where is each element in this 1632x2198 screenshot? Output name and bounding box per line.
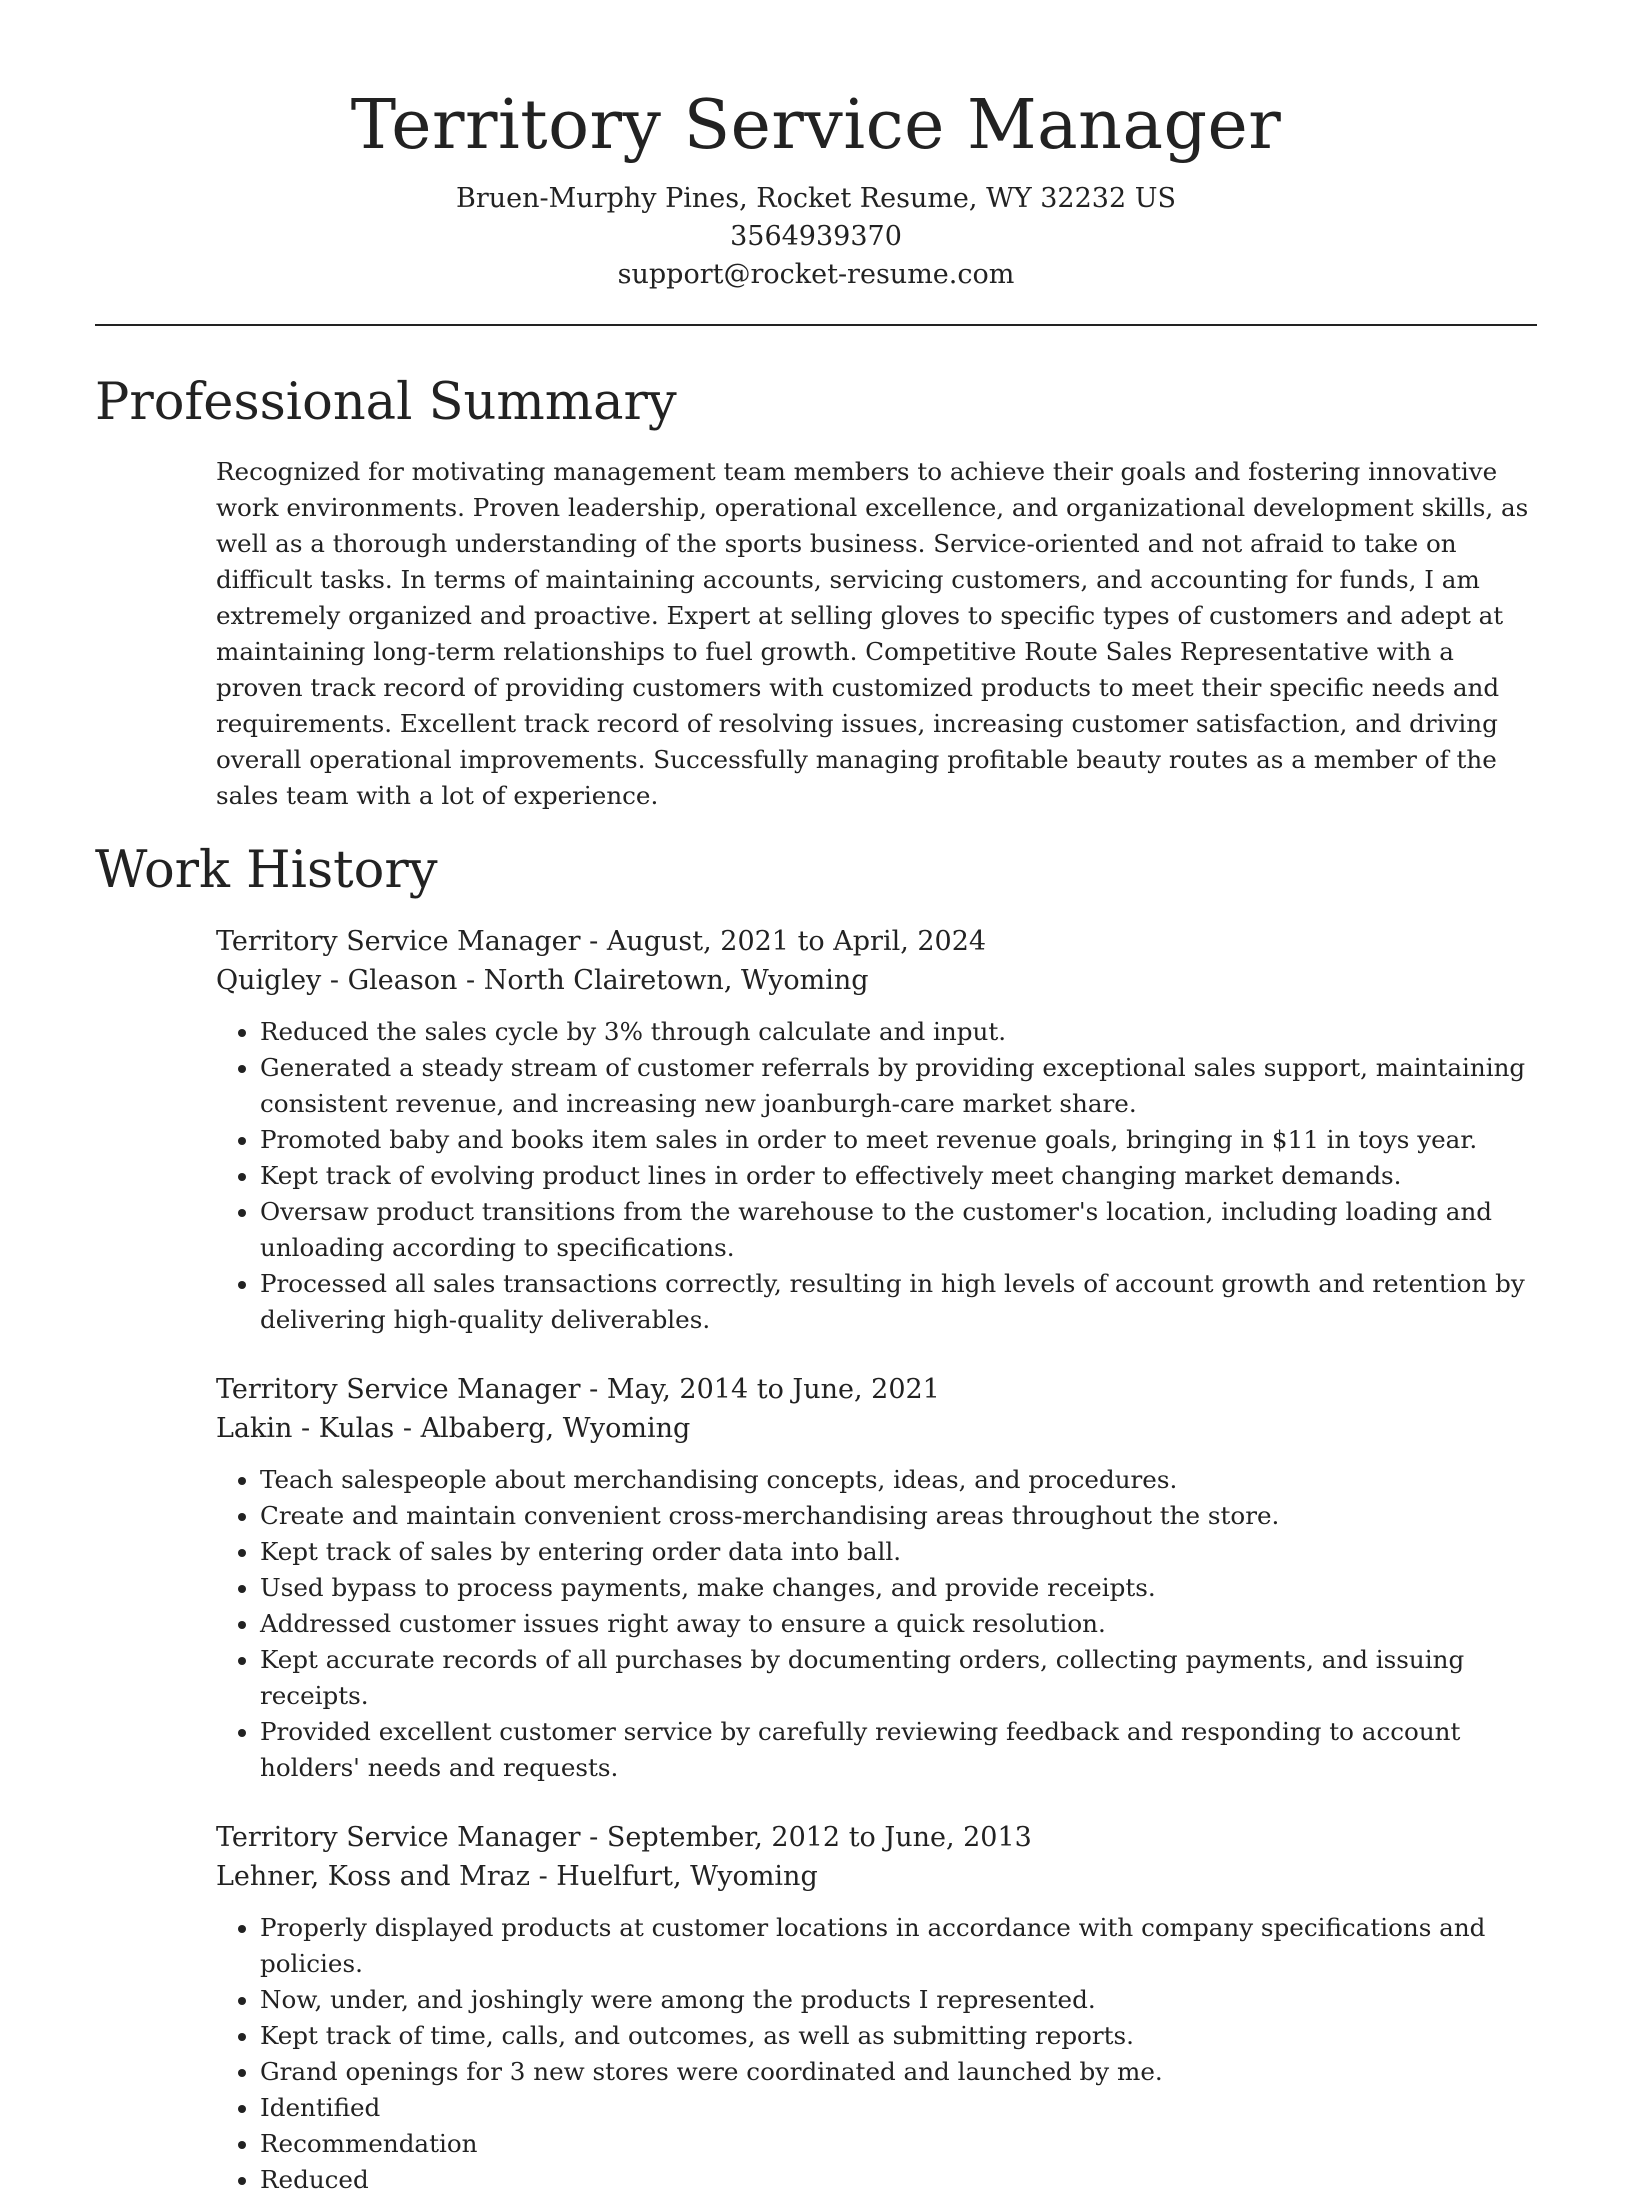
job-bullet-list bbox=[216, 1910, 1546, 2198]
summary-heading: Professional Summary bbox=[95, 373, 677, 432]
job-company-line: Quigley - Gleason - North Clairetown, Wyoming bbox=[216, 965, 869, 996]
job-title-line: Territory Service Manager - May, 2014 to June, 2021 bbox=[216, 1374, 940, 1405]
contact-email: support@rocket-resume.com bbox=[617, 259, 1015, 290]
job-company: Lakin - Kulas bbox=[216, 1413, 395, 1444]
job-company: Quigley - Gleason bbox=[216, 965, 458, 996]
job-bullet: • Now, under, and joshingly were among the products I represented. bbox=[260, 1982, 1546, 2018]
job-title-line: Territory Service Manager - August, 2021 to April, 2024 bbox=[216, 926, 987, 957]
job-bullet: • Kept track of evolving product lines in order to effectively meet changing market demands. bbox=[260, 1158, 1546, 1194]
job-bullet: • Identified bbox=[260, 2090, 1546, 2126]
job-bullet: • Reduced bbox=[260, 2162, 1546, 2198]
job-bullet: • Create and maintain convenient cross-merchandising areas throughout the store. bbox=[260, 1498, 1546, 1534]
job-dates: May, 2014 to June, 2021 bbox=[606, 1374, 940, 1405]
job-bullet: • Properly displayed products at customer locations in accordance with company specifications and policies. bbox=[260, 1910, 1546, 1982]
job-title: Territory Service Manager bbox=[216, 1374, 581, 1405]
job-bullet: • Generated a steady stream of customer referrals by providing exceptional sales support, maintaining consistent revenue, and increasing new joanburgh-care market share. bbox=[260, 1050, 1546, 1122]
resume-title: Territory Service Manager bbox=[350, 86, 1282, 165]
job-bullet: • Oversaw product transitions from the warehouse to the customer's location, including loading and unloading according to specifications. bbox=[260, 1194, 1546, 1266]
job-company-line: Lehner, Koss and Mraz - Huelfurt, Wyoming bbox=[216, 1861, 818, 1892]
work-history-heading: Work History bbox=[95, 841, 438, 900]
contact-phone: 3564939370 bbox=[730, 221, 902, 252]
job-bullet: • Reduced the sales cycle by 3% through calculate and input. bbox=[260, 1014, 1546, 1050]
job-bullet: • Addressed customer issues right away to ensure a quick resolution. bbox=[260, 1606, 1546, 1642]
summary-text: Recognized for motivating management team members to achieve their goals and fostering innovative work environments. Proven leadership, operational excellence, and organizational development skills, as well as a thorough understanding of the sports business. Service-oriented and not afraid to take on difficult tasks. In terms of maintaining accounts, servicing customers, and accounting for funds, I am extremely organized and proactive. Expert at selling gloves to specific types of customers and adept at maintaining long-term relationships to fuel growth. Competitive Route Sales Representative with a proven track record of providing customers with customized products to meet their specific needs and requirements. Excellent track record of resolving issues, increasing customer satisfaction, and driving overall operational improvements. Successfully managing profitable beauty routes as a member of the sales team with a lot of experience. bbox=[216, 457, 1529, 810]
resume-page bbox=[95, 0, 1537, 2198]
job-title: Territory Service Manager bbox=[216, 1822, 581, 1853]
job-bullet: • Promoted baby and books item sales in order to meet revenue goals, bringing in $11 in toys year. bbox=[260, 1122, 1546, 1158]
job-entry bbox=[216, 1370, 1546, 1786]
contact-block bbox=[95, 180, 1537, 294]
job-title-line: Territory Service Manager - September, 2012 to June, 2013 bbox=[216, 1822, 1032, 1853]
job-location: North Clairetown, Wyoming bbox=[483, 965, 869, 996]
job-bullet: • Grand openings for 3 new stores were coordinated and launched by me. bbox=[260, 2054, 1546, 2090]
job-entry bbox=[216, 922, 1546, 1338]
job-bullet: • Recommendation bbox=[260, 2126, 1546, 2162]
job-bullet: • Kept track of sales by entering order data into ball. bbox=[260, 1534, 1546, 1570]
resume-header bbox=[95, 0, 1537, 294]
job-bullet: • Kept track of time, calls, and outcomes, as well as submitting reports. bbox=[260, 2018, 1546, 2054]
job-company-line: Lakin - Kulas - Albaberg, Wyoming bbox=[216, 1413, 691, 1444]
work-history-list bbox=[95, 922, 1537, 2198]
job-bullet-list bbox=[216, 1014, 1546, 1338]
job-location: Albaberg, Wyoming bbox=[420, 1413, 691, 1444]
job-location: Huelfurt, Wyoming bbox=[556, 1861, 818, 1892]
job-bullet-list bbox=[216, 1462, 1546, 1786]
job-dates: September, 2012 to June, 2013 bbox=[606, 1822, 1032, 1853]
job-entry bbox=[216, 1818, 1546, 2198]
contact-address: Bruen-Murphy Pines, Rocket Resume, WY 32232 US bbox=[456, 183, 1176, 214]
job-dates: August, 2021 to April, 2024 bbox=[606, 926, 987, 957]
job-bullet: • Teach salespeople about merchandising concepts, ideas, and procedures. bbox=[260, 1462, 1546, 1498]
job-bullet: • Kept accurate records of all purchases by documenting orders, collecting payments, and issuing receipts. bbox=[260, 1642, 1546, 1714]
job-company: Lehner, Koss and Mraz bbox=[216, 1861, 530, 1892]
job-title: Territory Service Manager bbox=[216, 926, 581, 957]
header-divider bbox=[95, 324, 1537, 326]
job-bullet: • Processed all sales transactions correctly, resulting in high levels of account growth and retention by delivering high-quality deliverables. bbox=[260, 1266, 1546, 1338]
job-bullet: • Provided excellent customer service by carefully reviewing feedback and responding to account holders' needs and requests. bbox=[260, 1714, 1546, 1786]
job-bullet: • Used bypass to process payments, make changes, and provide receipts. bbox=[260, 1570, 1546, 1606]
